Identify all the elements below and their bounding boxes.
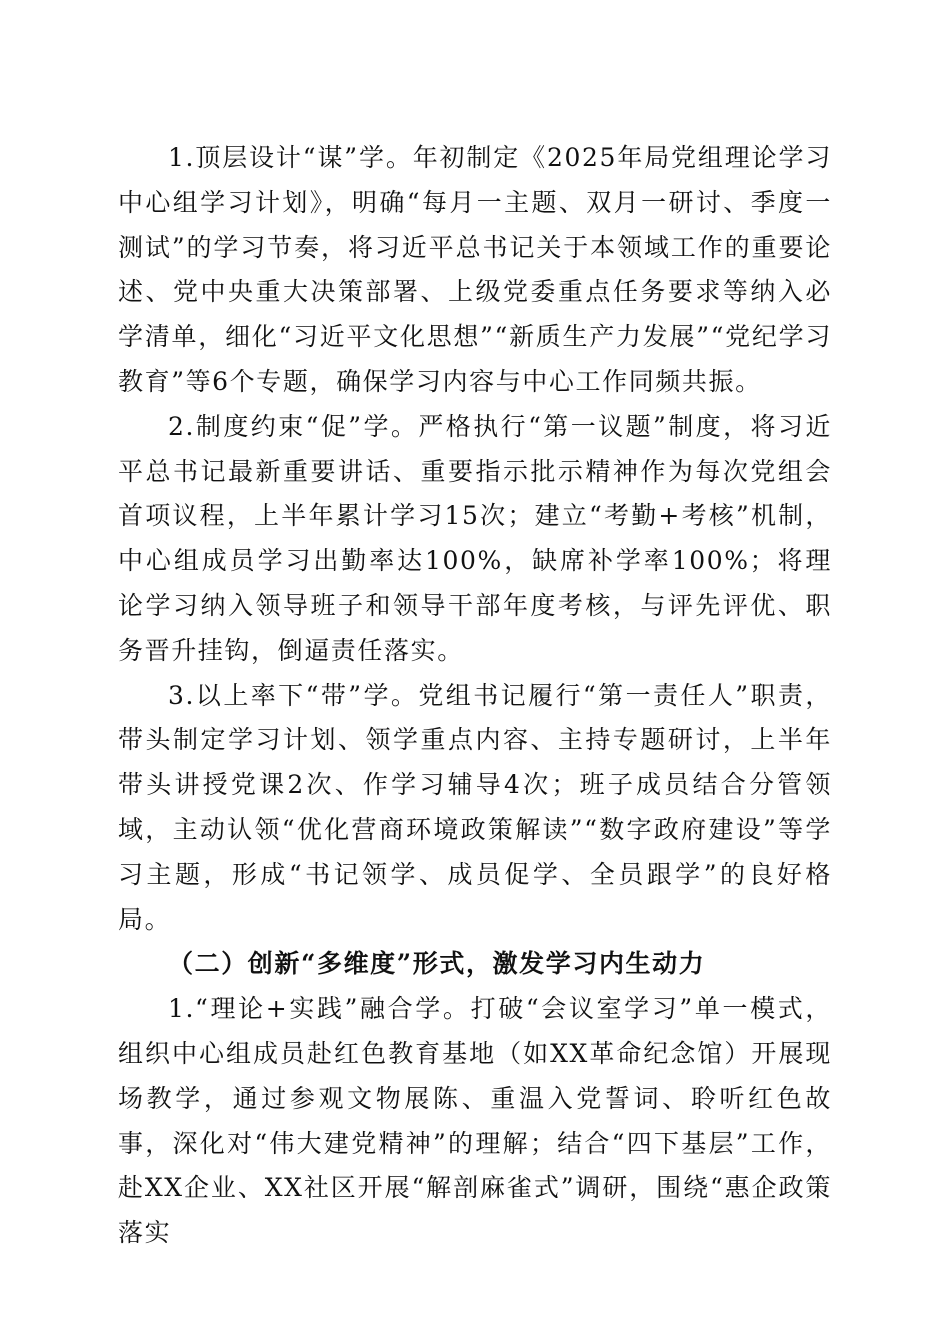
section-heading-innovation: （二）创新“多维度”形式，激发学习内生动力 bbox=[168, 949, 706, 979]
document-body bbox=[118, 136, 832, 1256]
paragraph-lead-by-example: 3.以上率下“带”学。党组书记履行“第一责任人”职责，带头制定学习计划、领学重点内容、主持专题研讨，上半年带头讲授党课2次、作学习辅导4次；班子成员结合分管领域，主动认领“优化营商环境政策解读”“数字政府建设”等学习主题，形成“书记领学、成员促学、全员跟学”的良好格局。 bbox=[118, 680, 832, 934]
paragraph-theory-practice: 1.“理论+实践”融合学。打破“会议室学习”单一模式，组织中心组成员赴红色教育基地（如XX革命纪念馆）开展现场教学，通过参观文物展陈、重温入党誓词、聆听红色故事，深化对“伟大建党精神”的理解；结合“四下基层”工作，赴XX企业、XX社区开展“解剖麻雀式”调研，围绕“惠企政策落实 bbox=[118, 994, 832, 1248]
paragraph-institutional-constraint: 2.制度约束“促”学。严格执行“第一议题”制度，将习近平总书记最新重要讲话、重要指示批示精神作为每次党组会首项议程，上半年累计学习15次；建立“考勤+考核”机制，中心组成员学习出勤率达100%，缺席补学率100%；将理论学习纳入领导班子和领导干部年度考核，与评先评优、职务晋升挂钩，倒逼责任落实。 bbox=[118, 411, 832, 665]
paragraph-top-level-design: 1.顶层设计“谋”学。年初制定《2025年局党组理论学习中心组学习计划》，明确“每月一主题、双月一研讨、季度一测试”的学习节奏，将习近平总书记关于本领域工作的重要论述、党中央重大决策部署、上级党委重点任务要求等纳入必学清单，细化“习近平文化思想”“新质生产力发展”“党纪学习教育”等6个专题，确保学习内容与中心工作同频共振。 bbox=[118, 143, 832, 396]
